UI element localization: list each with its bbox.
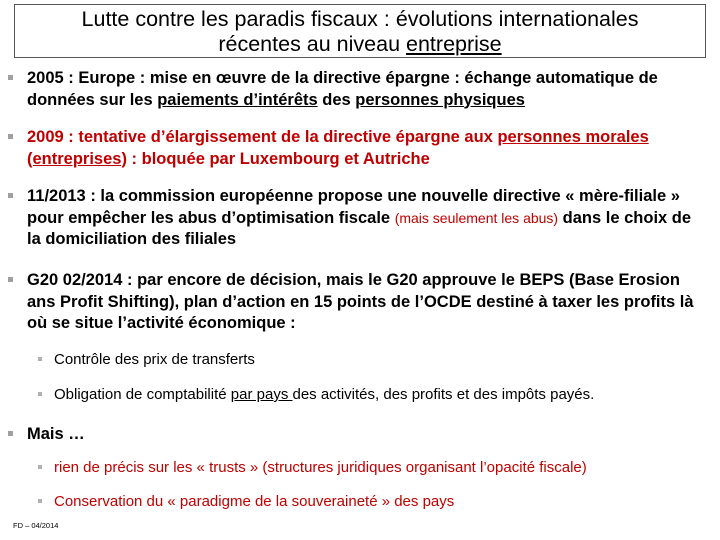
bullet-square-icon xyxy=(8,134,13,139)
subbullet-text: rien de précis sur les « trusts » (structures juridiques organisant l’opacité fiscale) xyxy=(54,459,587,476)
bullet-2009 xyxy=(8,127,698,170)
bullet-square-icon xyxy=(8,75,13,80)
subbullet-comptabilite xyxy=(38,385,708,404)
title-underlined-word: entreprise xyxy=(406,32,502,56)
subbullet-text-part: Obligation de comptabilité xyxy=(54,386,231,403)
bullet-2013 xyxy=(8,186,698,251)
subbullet-text xyxy=(54,385,708,404)
bullet-underlined-text: paiements d’intérêts xyxy=(157,90,318,109)
bullet-2005 xyxy=(8,68,698,111)
title-line-2 xyxy=(15,32,705,57)
bullet-mais xyxy=(8,424,698,446)
title-line-2-text: récentes au niveau xyxy=(218,32,407,56)
title-line-1: Lutte contre les paradis fiscaux : évolutions internationales xyxy=(81,7,639,31)
subbullet-square-icon xyxy=(38,357,42,361)
subbullet-trusts xyxy=(38,458,708,477)
subbullet-prix-transferts xyxy=(38,350,708,369)
subbullet-square-icon xyxy=(38,465,42,469)
bullet-text xyxy=(27,127,698,170)
footer-date: FD – 04/2014 xyxy=(13,521,59,530)
bullet-underlined-text: personnes physiques xyxy=(355,90,525,109)
subbullet-text-part: des activités, des profits et des impôts payés. xyxy=(292,386,595,403)
bullet-g20-2014 xyxy=(8,270,698,335)
bullet-text: G20 02/2014 : par encore de décision, mais le G20 approuve le BEPS (Base Erosion ans Profit Shifting), plan d’action en 15 points de l’OCDE destiné à taxer les profits là où se situe l’activité économique : xyxy=(27,271,694,332)
subbullet-text: Contrôle des prix de transferts xyxy=(54,351,255,368)
bullet-text-part: 11/2013 : la commission européenne propose une nouvelle directive « mère-filiale » pour empêcher les abus d’optimisation fiscale xyxy=(27,187,680,227)
bullet-red-note: (mais seulement les abus) xyxy=(394,209,559,226)
bullet-text-part: des xyxy=(317,90,356,109)
bullet-square-icon xyxy=(8,431,13,436)
bullet-text xyxy=(27,68,698,111)
bullet-text-part: dans le choix de la domiciliation des filiales xyxy=(27,208,692,248)
bullet-text-part: 2009 : tentative d’élargissement de la directive épargne aux xyxy=(27,128,498,146)
slide-title xyxy=(14,4,706,58)
subbullet-square-icon xyxy=(38,499,42,503)
bullet-text: Mais … xyxy=(27,425,85,443)
subbullet-square-icon xyxy=(38,392,42,396)
bullet-text-part: : bloquée par Luxembourg et Autriche xyxy=(126,149,430,168)
bullet-square-icon xyxy=(8,277,13,282)
bullet-square-icon xyxy=(8,193,13,198)
subbullet-souverainete xyxy=(38,492,708,511)
bullet-text xyxy=(27,186,698,251)
subbullet-text: Conservation du « paradigme de la souveraineté » des pays xyxy=(54,493,455,510)
bullet-underlined-text: personnes morales (entreprises) xyxy=(27,128,649,168)
subbullet-underlined-text: par pays xyxy=(230,386,293,403)
bullet-text-part: 2005 : Europe : mise en œuvre de la directive épargne : échange automatique de données sur les xyxy=(27,69,658,109)
